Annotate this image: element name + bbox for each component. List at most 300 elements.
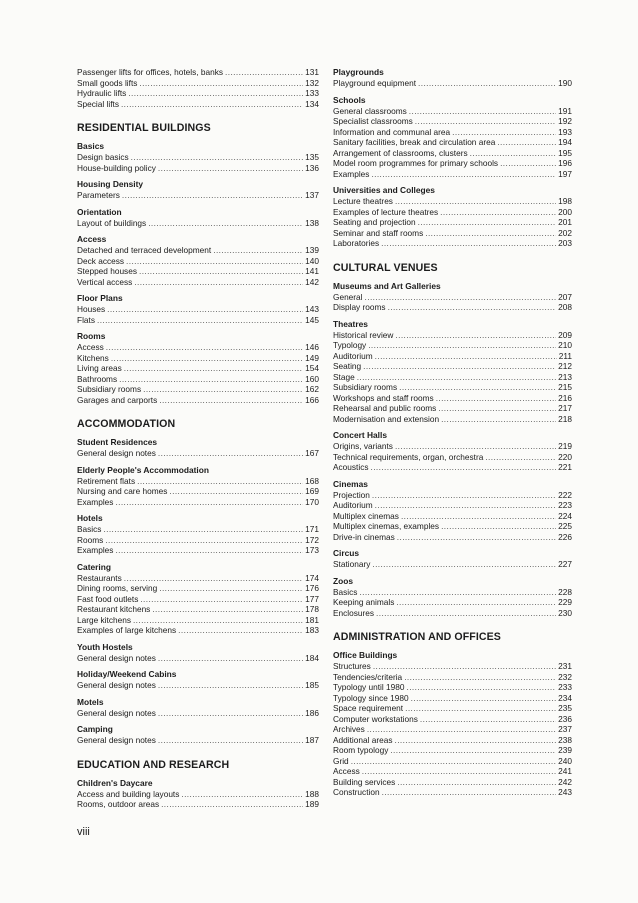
toc-entry (333, 228, 572, 239)
toc-entry (333, 116, 572, 127)
toc-entry-title: Arrangement of classrooms, clusters (333, 147, 468, 158)
toc-section-heading: CULTURAL VENUES (333, 261, 438, 274)
toc-entry (77, 708, 319, 719)
toc-page-number: 176 (305, 583, 319, 593)
dot-leader (395, 441, 556, 452)
toc-entry (77, 653, 319, 664)
dot-leader (404, 672, 556, 683)
toc-page-number: 234 (558, 692, 572, 703)
toc-entry (333, 217, 572, 228)
toc-entry (333, 403, 572, 414)
dot-leader (159, 395, 303, 406)
toc-subheading: Housing Density (77, 179, 144, 189)
dot-leader (418, 78, 556, 89)
toc-entry (333, 511, 572, 522)
toc-entry (333, 559, 572, 570)
dot-leader (161, 799, 303, 810)
toc-subheading: Concert Halls (333, 430, 387, 440)
toc-entry-title: Subsidiary rooms (333, 382, 398, 392)
dot-leader (388, 302, 557, 313)
dot-leader (399, 382, 556, 393)
toc-entry-title: Dining rooms, serving (77, 583, 158, 593)
toc-page-number: 242 (558, 776, 572, 787)
toc-subheading: Floor Plans (77, 293, 123, 303)
dot-leader (115, 497, 303, 508)
toc-entry-title: Layout of buildings (77, 217, 147, 228)
toc-page-number: 226 (558, 531, 572, 542)
dot-leader (158, 708, 303, 719)
toc-entry-title: Computer workstations (333, 713, 418, 724)
toc-page-number: 136 (305, 162, 319, 173)
toc-entry (77, 88, 319, 99)
toc-entry (77, 625, 319, 636)
dot-leader (140, 594, 303, 605)
toc-subheading: Motels (77, 696, 104, 707)
toc-page-number: 212 (558, 361, 572, 371)
toc-page-number: 184 (305, 652, 319, 663)
toc-entry-title: Access and building layouts (77, 788, 180, 799)
toc-page-number: 213 (558, 371, 572, 382)
toc-page-number: 207 (558, 291, 572, 302)
toc-entry (77, 78, 319, 89)
toc-subheading: Student Residences (77, 437, 158, 447)
toc-page-number: 236 (558, 713, 572, 724)
toc-entry-title: Building services (333, 776, 396, 787)
toc-entry (333, 693, 572, 704)
toc-entry-title: Technical requirements, organ, orchestra (333, 451, 484, 462)
dot-leader (500, 158, 556, 169)
toc-entry (333, 393, 572, 404)
dot-leader (411, 693, 557, 704)
toc-entry (77, 615, 319, 626)
toc-subheading: Access (77, 234, 107, 244)
toc-page-number: 216 (558, 392, 572, 403)
toc-entry-title: Construction (333, 787, 380, 797)
toc-entry (333, 372, 572, 383)
toc-entry (77, 67, 319, 78)
toc-entry-title: General design notes (77, 680, 156, 690)
toc-entry-title: Historical review (333, 329, 394, 340)
toc-entry (77, 163, 319, 174)
toc-page-number: 135 (305, 152, 319, 162)
toc-entry (333, 462, 572, 473)
toc-entry-title: Flats (77, 314, 95, 325)
toc-page-number: 228 (558, 586, 572, 597)
toc-entry (333, 414, 572, 425)
toc-page-number: 174 (305, 572, 319, 583)
dot-leader (405, 703, 556, 714)
toc-page-number: 195 (558, 147, 572, 158)
toc-entry (333, 127, 572, 138)
dot-leader (148, 218, 303, 229)
dot-leader (126, 256, 303, 267)
toc-page-number: 231 (558, 661, 572, 671)
toc-entry-title: Acoustics (333, 462, 369, 472)
dot-leader (371, 462, 557, 473)
dot-leader (111, 353, 303, 364)
toc-page-number: 208 (558, 302, 572, 312)
toc-page-number: 197 (558, 168, 572, 179)
toc-page-number: 232 (558, 671, 572, 682)
toc-entry (77, 342, 319, 353)
toc-page-number: 177 (305, 593, 319, 604)
toc-entry-title: General (333, 291, 363, 302)
toc-entry (77, 535, 319, 546)
toc-entry (333, 382, 572, 393)
toc-entry-title: Auditorium (333, 500, 373, 510)
dot-leader (415, 116, 556, 127)
toc-entry (333, 169, 572, 180)
toc-page-number: 203 (558, 238, 572, 248)
toc-entry-title: Typology until 1980 (333, 682, 405, 692)
toc-page-number: 221 (558, 462, 572, 472)
toc-entry (333, 682, 572, 693)
toc-page-number: 211 (558, 350, 572, 361)
toc-entry (333, 158, 572, 169)
dot-leader (119, 374, 303, 385)
toc-entry-title: Retirement flats (77, 475, 136, 486)
dot-leader (395, 735, 557, 746)
toc-page-number: 227 (558, 559, 572, 569)
toc-entry-title: Display rooms (333, 302, 386, 312)
toc-subheading: Rooms (77, 331, 106, 341)
toc-entry-title: Kitchens (77, 352, 109, 363)
toc-entry (77, 448, 319, 459)
toc-page-number: 171 (305, 524, 319, 534)
dot-leader (371, 169, 556, 180)
toc-subheading: Basics (77, 141, 105, 151)
toc-page-number: 201 (558, 217, 572, 227)
dot-leader (397, 532, 556, 543)
dot-leader (107, 304, 303, 315)
toc-entry-title: Seating and projection (333, 217, 416, 227)
dot-leader (452, 127, 556, 138)
dot-leader (441, 414, 556, 425)
toc-page-number: 193 (558, 126, 572, 137)
toc-page-number: 160 (305, 373, 319, 384)
toc-page-number: 139 (305, 245, 319, 255)
toc-entry-title: Basics (333, 586, 358, 597)
toc-entry (333, 756, 572, 767)
dot-leader (121, 99, 303, 110)
toc-entry-title: Space requirement (333, 703, 404, 713)
toc-entry-title: Basics (77, 524, 102, 534)
dot-leader (372, 490, 556, 501)
toc-entry (333, 137, 572, 148)
dot-leader (368, 340, 556, 351)
toc-page-number: 138 (305, 217, 319, 228)
toc-entry-title: Fast food outlets (77, 593, 139, 604)
toc-page-number: 132 (305, 77, 319, 88)
toc-page-number: 143 (305, 304, 319, 314)
toc-entry (333, 766, 572, 777)
toc-subheading: Office Buildings (333, 650, 398, 660)
toc-subheading: Hotels (77, 513, 103, 523)
toc-entry-title: General design notes (77, 735, 156, 745)
toc-page-number: 191 (558, 105, 572, 116)
toc-entry (333, 207, 572, 218)
toc-entry (77, 315, 319, 326)
dot-leader (425, 228, 556, 239)
toc-entry-title: Deck access (77, 255, 125, 266)
toc-entry (333, 532, 572, 543)
toc-page-number: 181 (305, 614, 319, 625)
toc-page-number: 198 (558, 196, 572, 206)
toc-entry (77, 374, 319, 385)
toc-subheading: Orientation (77, 206, 122, 217)
toc-page-number: 142 (305, 276, 319, 287)
toc-entry (77, 99, 319, 110)
toc-entry (77, 152, 319, 163)
toc-entry-title: General design notes (77, 707, 156, 718)
toc-subheading: Children's Daycare (77, 777, 153, 788)
toc-section-heading: ADMINISTRATION AND OFFICES (333, 631, 501, 643)
toc-entry (77, 266, 319, 277)
dot-leader (375, 351, 557, 362)
toc-left-column (77, 67, 319, 810)
dot-leader (159, 583, 303, 594)
page-number: viii (77, 826, 90, 838)
toc-page-number: 218 (558, 413, 572, 424)
toc-entry-title: Archives (333, 724, 365, 734)
toc-entry (333, 597, 572, 608)
toc-entry-title: Grid (333, 755, 349, 766)
dot-leader (158, 653, 303, 664)
toc-entry-title: Passenger lifts for offices, hotels, banks (77, 67, 224, 77)
toc-entry-title: Garages and carports (77, 394, 158, 405)
dot-leader (418, 217, 557, 228)
toc-entry-title: Seating (333, 361, 362, 371)
dot-leader (152, 604, 303, 615)
toc-page-number: 210 (558, 340, 572, 350)
dot-leader (225, 67, 303, 78)
toc-page-number: 178 (305, 604, 319, 614)
dot-leader (359, 587, 556, 598)
toc-page-number: 243 (558, 787, 572, 797)
dot-leader (420, 714, 556, 725)
toc-subheading: Catering (77, 561, 111, 572)
toc-subheading: Cinemas (333, 478, 368, 489)
dot-leader (124, 363, 303, 374)
toc-page-number: 166 (305, 394, 319, 405)
toc-page-number: 194 (558, 137, 572, 147)
dot-leader (375, 500, 556, 511)
toc-entry-title: Restaurant kitchens (77, 604, 151, 614)
toc-entry (333, 672, 572, 683)
toc-entry (77, 476, 319, 487)
dot-leader (158, 448, 303, 459)
dot-leader (139, 78, 303, 89)
toc-entry-title: General classrooms (333, 105, 407, 116)
toc-entry (77, 190, 319, 201)
dot-leader (441, 521, 556, 532)
toc-entry (333, 587, 572, 598)
dot-leader (362, 766, 556, 777)
toc-page-number: 137 (305, 190, 319, 200)
toc-entry-title: Enclosures (333, 607, 375, 618)
toc-entry (333, 661, 572, 672)
toc-entry (333, 521, 572, 532)
toc-page-number: 241 (558, 766, 572, 776)
toc-entry-title: Stage (333, 371, 355, 382)
toc-entry (77, 245, 319, 256)
toc-entry-title: Structures (333, 661, 371, 671)
dot-leader (357, 372, 556, 383)
toc-entry-title: Stepped houses (77, 266, 137, 276)
toc-page-number: 219 (558, 441, 572, 451)
toc-page-number: 183 (305, 625, 319, 635)
dot-leader (134, 277, 303, 288)
toc-entry (333, 724, 572, 735)
toc-page-number: 145 (305, 314, 319, 325)
toc-page-number: 230 (558, 607, 572, 618)
toc-entry-title: Auditorium (333, 350, 373, 361)
toc-page-number: 222 (558, 489, 572, 500)
toc-entry-title: Hydraulic lifts (77, 88, 127, 98)
toc-entry (77, 545, 319, 556)
dot-leader (438, 403, 556, 414)
toc-subheading: Camping (77, 724, 113, 734)
toc-entry (77, 395, 319, 406)
toc-entry-title: Multiplex cinemas (333, 510, 399, 521)
dot-leader (395, 330, 556, 341)
dot-leader (363, 361, 556, 372)
toc-entry-title: Examples of large kitchens (77, 625, 177, 635)
toc-subheading: Schools (333, 94, 366, 105)
toc-page-number: 223 (558, 500, 572, 510)
toc-entry-title: Keeping animals (333, 597, 395, 607)
toc-entry (77, 583, 319, 594)
toc-page-number: 224 (558, 510, 572, 521)
toc-page-number: 154 (305, 363, 319, 373)
dot-leader (181, 789, 303, 800)
toc-entry (77, 256, 319, 267)
toc-entry (333, 148, 572, 159)
toc-entry (333, 196, 572, 207)
toc-entry-title: Projection (333, 489, 370, 500)
toc-entry-title: Nursing and care homes (77, 486, 168, 496)
dot-leader (436, 393, 556, 404)
toc-page-number: 133 (305, 88, 319, 98)
toc-entry (333, 452, 572, 463)
dot-leader (367, 724, 556, 735)
toc-page-number: 172 (305, 534, 319, 545)
toc-page-number: 187 (305, 735, 319, 745)
dot-leader (382, 787, 557, 798)
toc-entry-title: Examples of lecture theatres (333, 206, 439, 217)
toc-entry-title: Drive-in cinemas (333, 531, 395, 542)
toc-entry (333, 608, 572, 619)
toc-entry-title: Playground equipment (333, 78, 417, 88)
dot-leader (158, 735, 303, 746)
toc-entry-title: Vertical access (77, 276, 133, 287)
toc-entry-title: Model room programmes for primary schools (333, 158, 499, 168)
dot-leader (106, 342, 303, 353)
toc-entry (333, 787, 572, 798)
toc-entry (77, 497, 319, 508)
dot-leader (409, 106, 556, 117)
toc-entry (333, 78, 572, 89)
toc-entry-title: Access (77, 342, 104, 352)
toc-entry-title: Subsidiary rooms (77, 384, 142, 394)
dot-leader (497, 137, 556, 148)
toc-section-heading: RESIDENTIAL BUILDINGS (77, 122, 211, 134)
dot-leader (124, 573, 303, 584)
toc-entry-title: Rehearsal and public rooms (333, 403, 437, 413)
toc-entry-title: Multiplex cinemas, examples (333, 521, 440, 531)
toc-page-number: 240 (558, 755, 572, 766)
toc-entry (77, 218, 319, 229)
toc-right-column (333, 67, 572, 798)
toc-entry (77, 363, 319, 374)
toc-entry (333, 340, 572, 351)
dot-leader (139, 266, 303, 277)
toc-page-number: 225 (558, 521, 572, 531)
toc-entry-title: Stationary (333, 559, 371, 569)
toc-entry-title: Restaurants (77, 572, 122, 583)
toc-entry-title: Examples (77, 545, 114, 555)
toc-page-number: 170 (305, 496, 319, 507)
dot-leader (122, 190, 303, 201)
dot-leader (372, 559, 556, 570)
dot-leader (407, 682, 557, 693)
toc-entry-title: Rooms (77, 534, 104, 545)
toc-page-number: 239 (558, 745, 572, 755)
toc-entry (333, 703, 572, 714)
toc-entry-title: Large kitchens (77, 614, 131, 625)
dot-leader (390, 745, 556, 756)
toc-page-number: 202 (558, 227, 572, 238)
toc-entry (77, 799, 319, 810)
dot-leader (440, 207, 556, 218)
toc-entry-title: Information and communal area (333, 126, 451, 137)
toc-page-number: 192 (558, 116, 572, 126)
toc-entry-title: Small goods lifts (77, 77, 138, 88)
toc-page-number: 233 (558, 682, 572, 692)
dot-leader (97, 315, 303, 326)
toc-subheading: Youth Hostels (77, 641, 133, 652)
dot-leader (105, 535, 303, 546)
toc-entry-title: General design notes (77, 652, 156, 663)
toc-subheading: Circus (333, 548, 360, 558)
dot-leader (103, 524, 303, 535)
toc-entry (333, 292, 572, 303)
toc-entry-title: House-building policy (77, 162, 156, 173)
dot-leader (470, 148, 557, 159)
toc-subheading: Museums and Art Galleries (333, 280, 441, 291)
dot-leader (395, 196, 556, 207)
toc-entry (333, 106, 572, 117)
toc-entry-title: Access (333, 766, 360, 776)
toc-subheading: Universities and Colleges (333, 185, 435, 195)
toc-entry-title: Living areas (77, 363, 122, 373)
toc-section-heading: ACCOMMODATION (77, 418, 176, 430)
toc-entry-title: General design notes (77, 448, 156, 458)
toc-page-number: 200 (558, 206, 572, 217)
toc-page-number: 196 (558, 158, 572, 168)
toc-entry (333, 745, 572, 756)
toc-entry (77, 277, 319, 288)
toc-page-number: 217 (558, 403, 572, 413)
toc-entry-title: Typology since 1980 (333, 692, 409, 703)
dot-leader (158, 163, 303, 174)
toc-entry (77, 353, 319, 364)
toc-entry-title: Lecture theatres (333, 196, 393, 206)
toc-entry (77, 486, 319, 497)
toc-entry-title: Tendencies/criteria (333, 671, 403, 682)
toc-page-number: 140 (305, 255, 319, 266)
toc-page-number: 173 (305, 545, 319, 555)
